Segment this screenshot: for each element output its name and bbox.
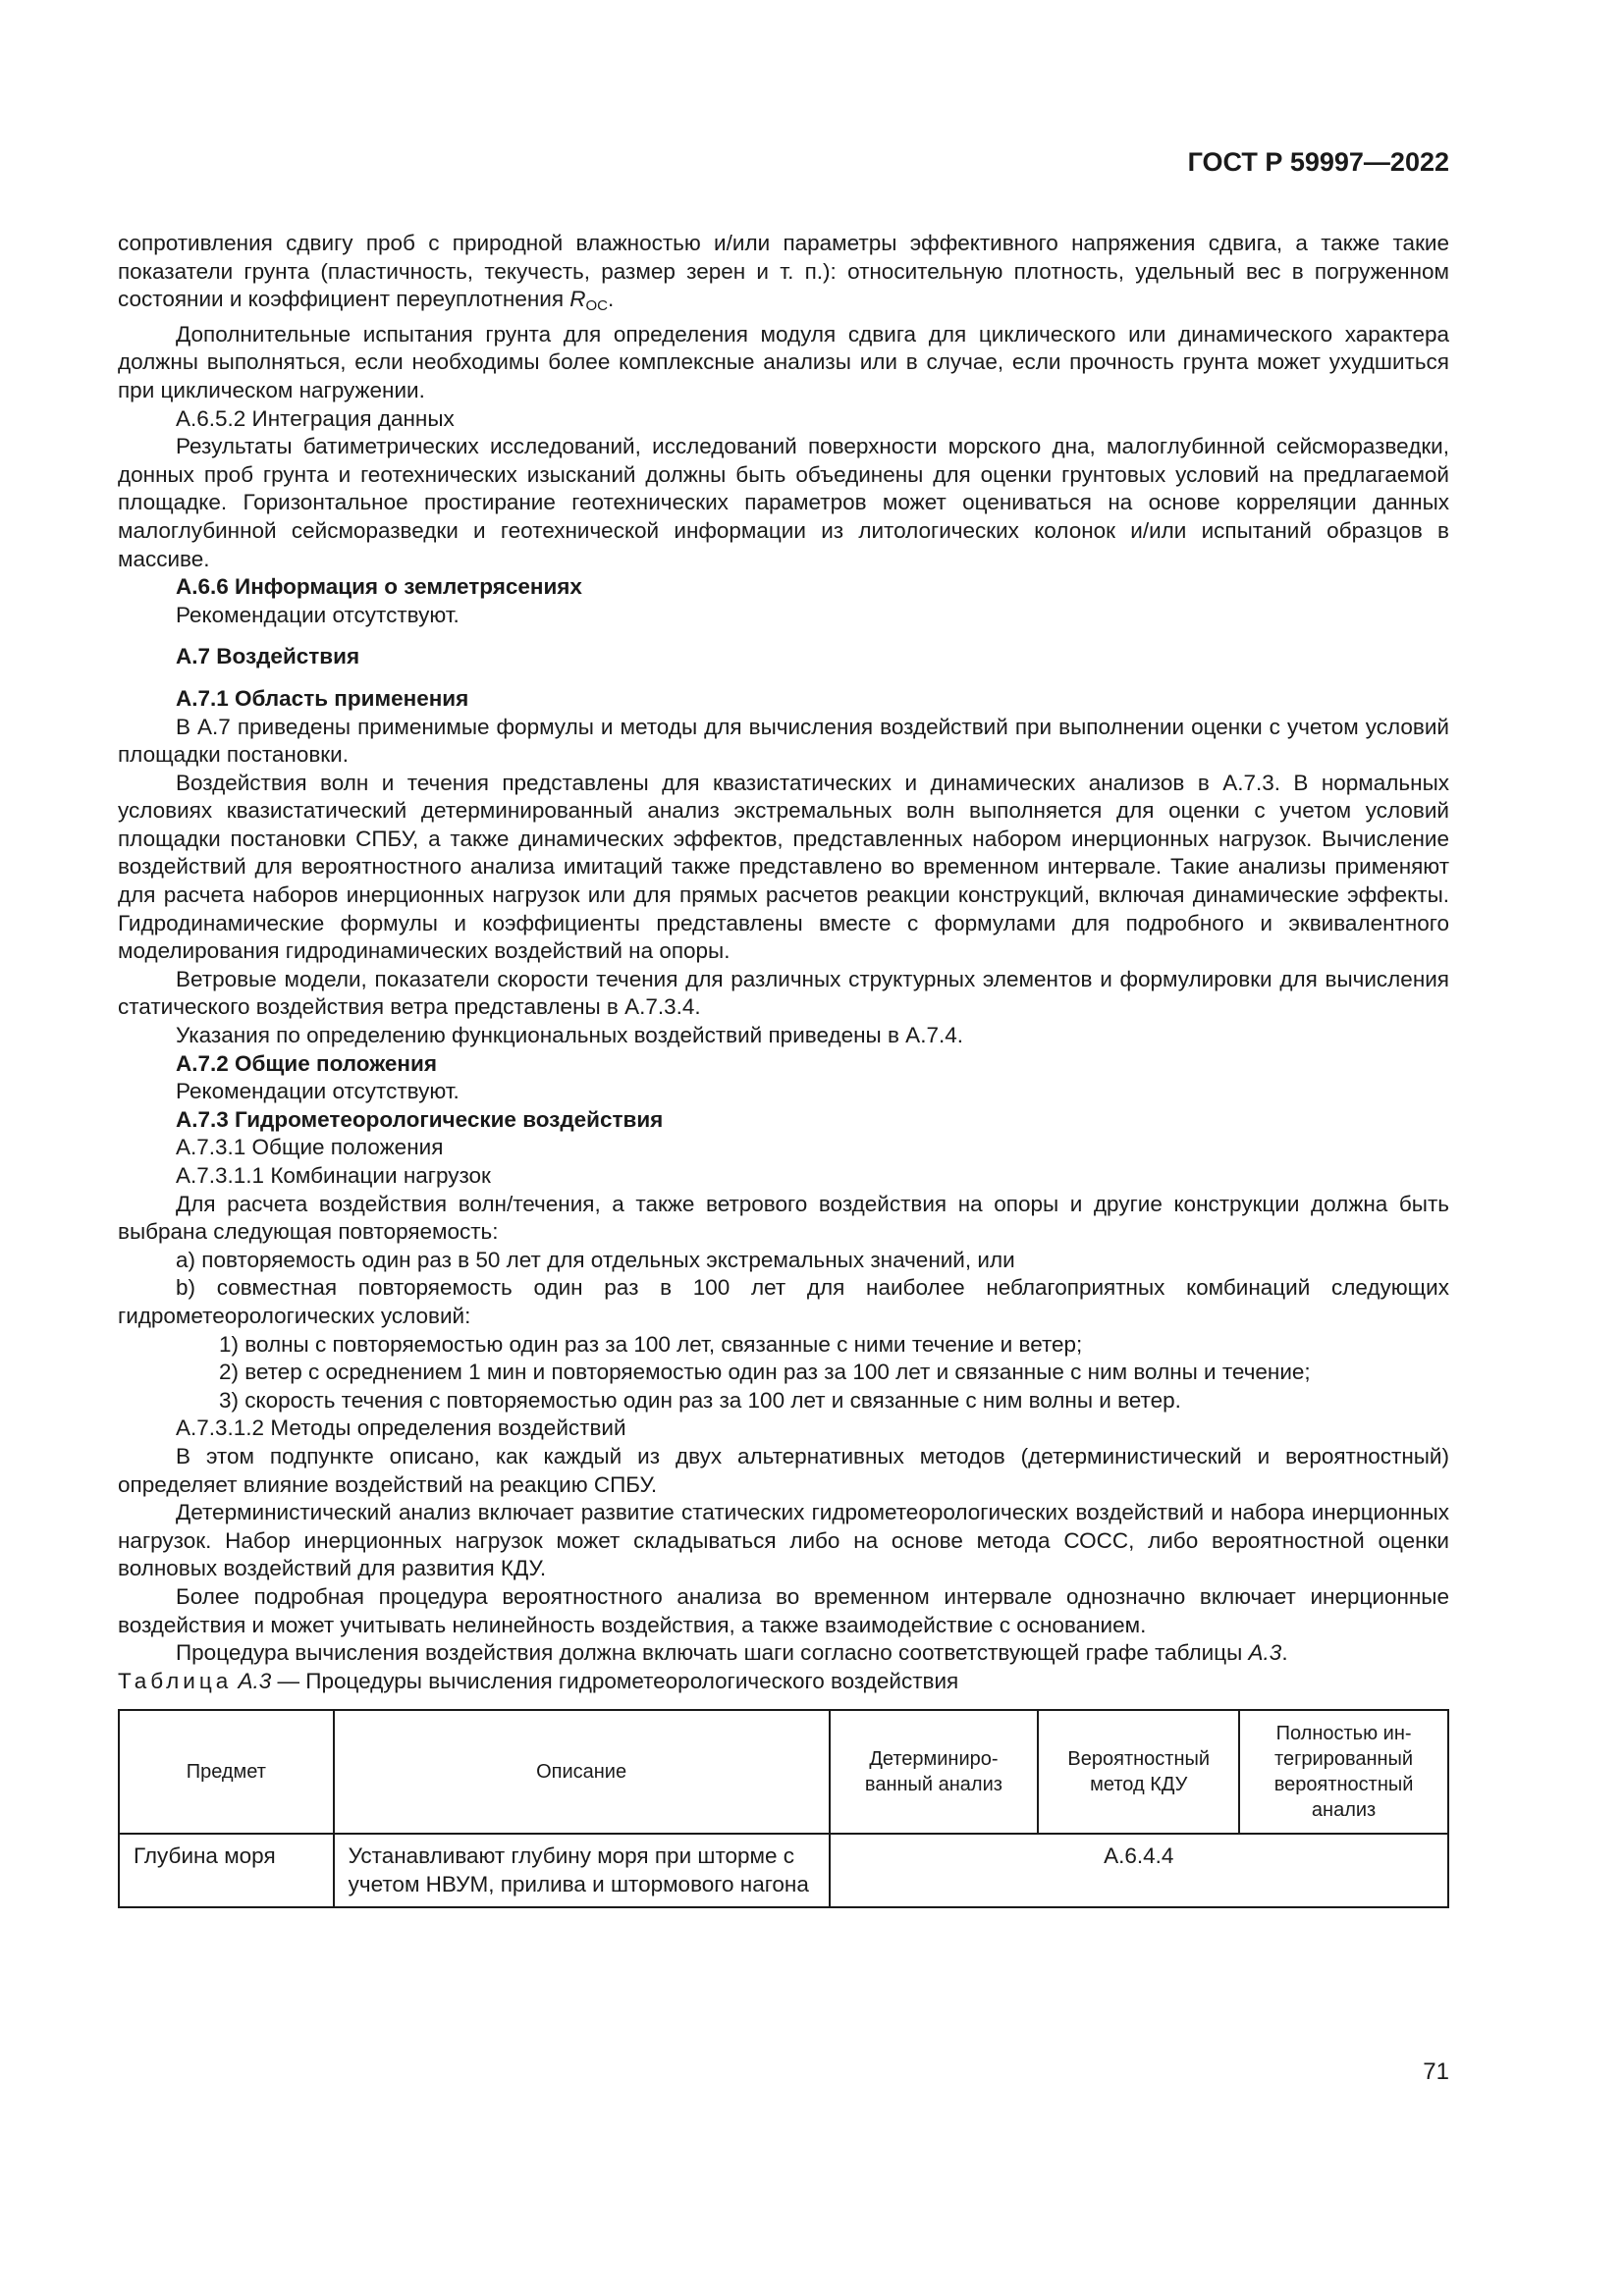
header-full-probabilistic: Полностью ин-тегрированный вероятностный анализ [1239, 1710, 1448, 1834]
paragraph: Результаты батиметрических исследований, исследований поверхности морского дна, малоглубинной сейсморазведки, донных проб грунта и геотехнических изысканий должны быть объединены для оценки грунтовых условий на предлагаемой площадке. Горизонтальное простирание геотехнических параметров может оцениваться на основе корреляции данных малоглубинной сейсморазведки и геотехнической информации из литологических колонок и/или испытаний образцов в массиве. [118, 434, 1449, 571]
document-header: ГОСТ Р 59997—2022 [1187, 147, 1449, 177]
page-body [118, 230, 1449, 1908]
list-item: a) повторяемость один раз в 50 лет для отдельных экстремальных значений, или [176, 1247, 1015, 1272]
cell-subject: Глубина моря [119, 1834, 334, 1907]
table-header-row [119, 1710, 1448, 1834]
procedures-table [118, 1709, 1449, 1908]
paragraph: В А.7 приведены применимые формулы и методы для вычисления воздействий при выполнении оценки с учетом условий площадки постановки. [118, 714, 1449, 768]
list-item: 1) волны с повторяемостью один раз за 100 лет, связанные с ними течение и ветер; [219, 1331, 1083, 1357]
section-heading: А.7 Воздействия [176, 644, 360, 669]
list-item: 2) ветер с осреднением 1 мин и повторяемостью один раз за 100 лет и связанные с ним волны и течение; [219, 1360, 1311, 1385]
paragraph: Процедура вычисления воздействия должна включать шаги согласно соответствующей графе таблицы А.3. [176, 1640, 1288, 1666]
paragraph: Рекомендации отсутствуют. [176, 602, 460, 627]
section-heading: А.7.1 Область применения [176, 685, 469, 711]
cell-description: Устанавливают глубину моря при шторме с учетом НВУМ, прилива и штормового нагона [334, 1834, 830, 1907]
paragraph: Детерминистический анализ включает развитие статических гидрометеорологических воздействий и набора инерционных нагрузок. Набор инерционных нагрузок может складываться либо на основе метода СОСС, либо вероятностной оценки волновых воздействий для развития КДУ. [118, 1500, 1449, 1581]
list-item: b) совместная повторяемость один раз в 100 лет для наиболее неблагоприятных комбинаций следующих гидрометеорологических условий: [118, 1275, 1449, 1328]
header-kdu: Вероятностный метод КДУ [1038, 1710, 1239, 1834]
header-subject: Предмет [119, 1710, 334, 1834]
table-row [119, 1834, 1448, 1907]
paragraph: Указания по определению функциональных воздействий приведены в А.7.4. [176, 1023, 963, 1048]
subsection-heading: А.7.3.1 Общие положения [176, 1135, 444, 1160]
paragraph: В этом подпункте описано, как каждый из двух альтернативных методов (детерминистический и вероятностный) определяет влияние воздействий на реакцию СПБУ. [118, 1443, 1449, 1497]
section-heading: А.7.2 Общие положения [176, 1050, 437, 1076]
subsection-heading: А.7.3.1.2 Методы определения воздействий [176, 1415, 626, 1441]
list-item: 3) скорость течения с повторяемостью один раз за 100 лет и связанные с ним волны и ветер. [219, 1387, 1181, 1413]
section-heading: А.7.3 Гидрометеорологические воздействия [176, 1106, 664, 1132]
paragraph: Более подробная процедура вероятностного анализа во временном интервале однозначно включает инерционные воздействия и может учитывать нелинейность воздействия, а также взаимодействие с основанием. [118, 1583, 1449, 1637]
header-deterministic: Детерминиро-ванный анализ [830, 1710, 1039, 1834]
page-number: 71 [1423, 2058, 1449, 2085]
paragraph: Дополнительные испытания грунта для определения модуля сдвига для циклического или динамического характера должны выполняться, если необходимы более комплексные анализы или в случае, если прочность грунта может ухудшиться при циклическом нагружении. [118, 321, 1449, 402]
subsection-heading: А.7.3.1.1 Комбинации нагрузок [176, 1163, 491, 1188]
cell-reference: А.6.4.4 [830, 1834, 1448, 1907]
paragraph: Рекомендации отсутствуют. [176, 1079, 460, 1104]
section-heading: А.6.6 Информация о землетрясениях [176, 574, 582, 600]
paragraph: сопротивления сдвигу проб с природной влажностью и/или параметры эффективного напряжения сдвига, а также такие показатели грунта (пластичность, текучесть, размер зерен и т. п.): относительную плотность, удельный вес в погруженном состоянии и коэффициент переуплотнения $R_{OC}$. [118, 231, 1449, 315]
paragraph: Ветровые модели, показатели скорости течения для различных структурных элементов и формулировки для вычисления статического воздействия ветра представлены в А.7.3.4. [118, 966, 1449, 1020]
table-caption: Таблица А.3 — Процедуры вычисления гидрометеорологического воздействия [118, 1668, 959, 1693]
paragraph: Для расчета воздействия волн/течения, а также ветрового воздействия на опоры и другие конструкции должна быть выбрана следующая повторяемость: [118, 1191, 1449, 1245]
paragraph: Воздействия волн и течения представлены для квазистатических и динамических анализов в А.7.3. В нормальных условиях квазистатический детерминированный анализ экстремальных волн выполняется для оценки с учетом условий площадки постановки СПБУ, а также динамических эффектов, представленных набором инерционных нагрузок. Вычисление воздействий для вероятностного анализа имитаций также представлено во временном интервале. Такие анализы применяют для расчета наборов инерционных нагрузок или для прямых расчетов реакции конструкций, включая динамические эффекты. Гидродинамические формулы и коэффициенты представлены вместе с формулами для подробного и эквивалентного моделирования гидродинамических воздействий на опоры. [118, 770, 1449, 964]
subsection-heading: А.6.5.2 Интеграция данных [176, 405, 455, 431]
header-description: Описание [334, 1710, 830, 1834]
